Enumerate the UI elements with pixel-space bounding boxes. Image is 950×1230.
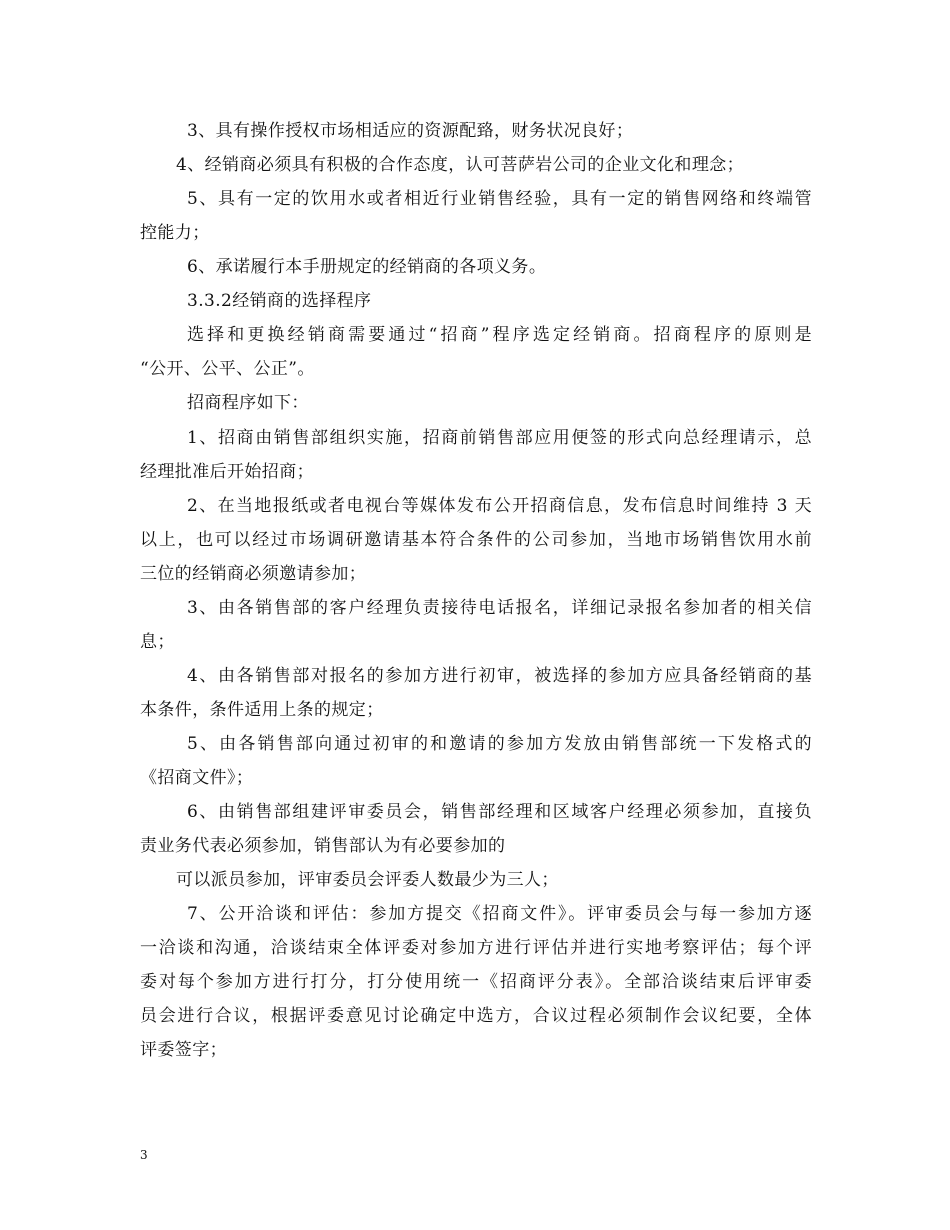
text-line: 1、招商由销售部组织实施，招商前销售部应用便签的形式向总经理请示，总 [187, 428, 812, 448]
text-line: 选择和更换经销商需要通过“招商”程序选定经销商。招商程序的原则是 [187, 325, 812, 345]
text-line: 7、公开洽谈和评估：参加方提交《招商文件》。评审委员会与每一参加方逐 [187, 904, 812, 924]
text-line: 控能力； [140, 223, 210, 243]
text-line: 可以派员参加，评审委员会评委人数最少为三人； [176, 870, 559, 890]
text-line: 6、承诺履行本手册规定的经销商的各项义务。 [187, 257, 547, 277]
text-line: 息； [140, 632, 175, 652]
text-line: “公开、公平、公正”。 [140, 359, 315, 379]
text-line: 以上，也可以经过市场调研邀请基本符合条件的公司参加，当地市场销售饮用水前 [140, 530, 812, 550]
text-line: 6、由销售部组建评审委员会，销售部经理和区域客户经理必须参加，直接负 [187, 802, 812, 822]
text-line: 3、具有操作授权市场相适应的资源配臵，财务状况良好； [187, 121, 634, 141]
text-line: 《招商文件》； [140, 768, 254, 788]
text-line: 员会进行合议，根据评委意见讨论确定中选方，合议过程必须制作会议纪要，全体 [140, 1006, 812, 1026]
text-line: 委对每个参加方进行打分，打分使用统一《招商评分表》。全部洽谈结束后评审委 [140, 972, 812, 992]
text-line: 招商程序如下： [187, 393, 309, 413]
text-line: 评委签字； [140, 1040, 227, 1060]
text-line: 5、具有一定的饮用水或者相近行业销售经验，具有一定的销售网络和终端管 [187, 189, 812, 209]
text-line: 三位的经销商必须邀请参加； [140, 564, 367, 584]
text-line: 经理批准后开始招商； [140, 462, 314, 482]
text-line: 4、经销商必须具有积极的合作态度，认可菩萨岩公司的企业文化和理念； [176, 155, 745, 175]
text-line: 5、由各销售部向通过初审的和邀请的参加方发放由销售部统一下发格式的 [187, 734, 812, 754]
text-line: 本条件，条件适用上条的规定； [140, 700, 384, 720]
text-line: 一洽谈和沟通，洽谈结束全体评委对参加方进行评估并进行实地考察评估；每个评 [140, 938, 812, 958]
text-line: 4、由各销售部对报名的参加方进行初审，被选择的参加方应具备经销商的基 [187, 666, 812, 686]
page-number: 3 [140, 1148, 148, 1162]
text-line: 2、在当地报纸或者电视台等媒体发布公开招商信息，发布信息时间维持 3 天 [187, 496, 812, 516]
text-line: 责业务代表必须参加，销售部认为有必要参加的 [140, 836, 506, 856]
section-heading: 3.3.2经销商的选择程序 [187, 291, 372, 311]
text-line: 3、由各销售部的客户经理负责接待电话报名，详细记录报名参加者的相关信 [187, 598, 812, 618]
